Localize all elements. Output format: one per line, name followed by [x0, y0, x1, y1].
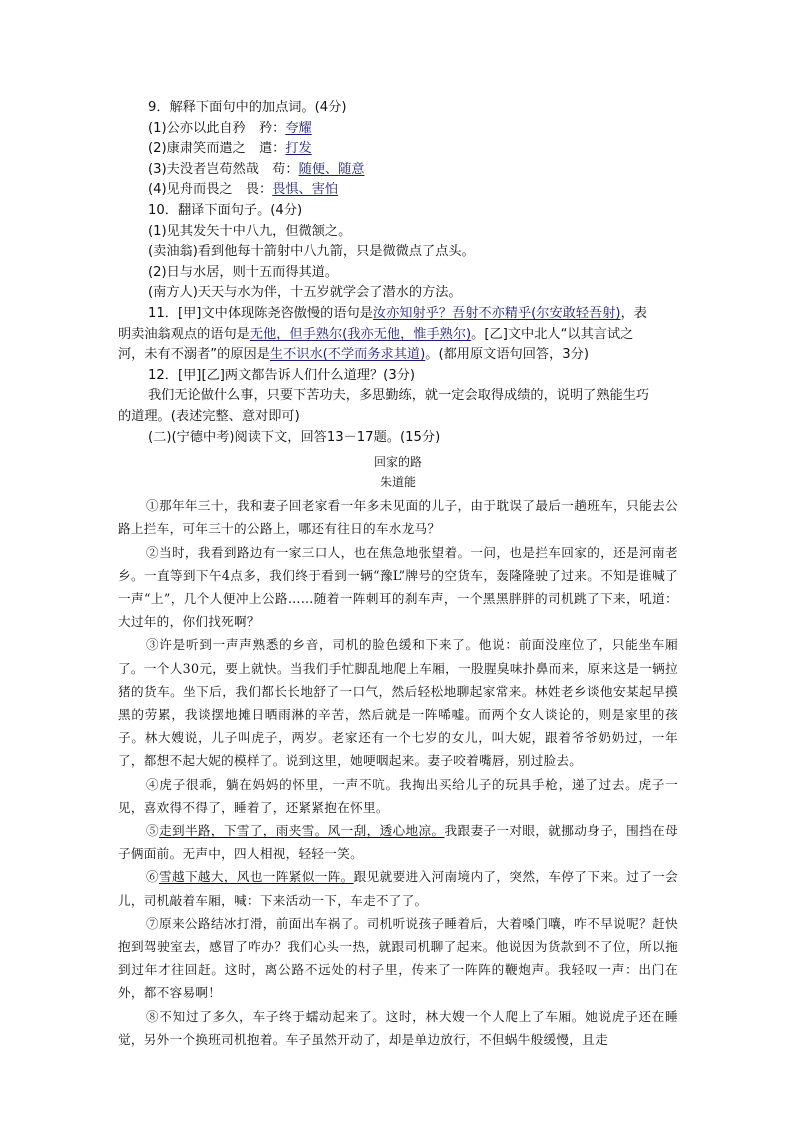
- q10-answer-1: (卖油翁)看到他每十箭射中八九箭，只是微微点了点头。: [148, 244, 475, 260]
- q9-answer-3: 随便、随意: [298, 161, 365, 177]
- article-paragraph-6: ⑥雪越下越大，风也一阵紧似一阵。跟见就要进入河南境内了，突然，车停了下来。过了一会儿，司机敲着车厢，喊：下来活动一下，车走不了了。: [118, 869, 679, 908]
- q9-item-1: (1)公亦以此自矜 矜：夸耀: [148, 120, 312, 136]
- q10-sentence-1: (1)见其发矢十中八九，但微颔之。: [148, 223, 352, 239]
- q11-answer-1: 汝亦知射乎？吾射不亦精乎(尔安敢轻吾射): [372, 305, 621, 321]
- article-paragraph-2: ②当时，我看到路边有一家三口人，也在焦急地张望着。一问，也是拦车回家的，还是河南老乡。一直等到下午4点多，我们终于看到一辆“豫L”牌号的空货车，轰隆隆驶了过来。不知是谁喊了一声“上”，几个人便冲上公路……随着一阵刺耳的刹车声，一个黑黑胖胖的司机跳了下来，吼道：大过年的，你们找死啊？: [118, 544, 678, 630]
- article-paragraph-7: ⑦原来公路结冰打滑，前面出车祸了。司机听说孩子睡着后，大着嗓门嚷，咋不早说呢？赶快抱到驾驶室去，感冒了咋办？我们心头一热，就跟司机聊了起来。他说因为货款到不了位，所以拖到过年才往回赶。这时，离公路不远处的村子里，传来了一阵阵的鞭炮声。我轻叹一声：出门在外，都不容易啊！: [118, 915, 678, 1001]
- document-content: [118, 98, 678, 1051]
- q12-answer-line-2: 的道理。(表述完整、意对即可): [118, 408, 300, 424]
- q10-stem: 10．翻译下面句子。(4分): [148, 202, 303, 218]
- article-title: 回家的路: [373, 455, 422, 470]
- q9-answer-2: 打发: [285, 141, 312, 157]
- article-author: 朱道能: [379, 475, 416, 490]
- article-paragraph-4: ④虎子很乖，躺在妈妈的怀里，一声不吭。我掏出买给儿子的玩具手枪，递了过去。虎子一见，喜欢得不得了，睡着了，还紧紧抱在怀里。: [118, 776, 678, 815]
- q9-item-2: (2)康肃笑而遣之 遣：打发: [148, 141, 312, 157]
- q11-line-1: 11．[甲]文中体现陈尧咨傲慢的语句是汝亦知射乎？吾射不亦精乎(尔安敢轻吾射)，表: [148, 305, 647, 321]
- q10-sentence-2: (2)日与水居，则十五而得其道。: [148, 264, 339, 280]
- article-paragraph-3: ③许是听到一声声熟悉的乡音，司机的脸色缓和下来了。他说：前面没座位了，只能坐车厢了。一个人30元，要上就快。当我们手忙脚乱地爬上车厢，一股腥臭味扑鼻而来，原来这是一辆拉猪的货车。坐下后，我们都长长地舒了一口气，然后轻松地聊起家常来。林姓老乡谈他安某起早摸黑的劳累，我谈摆地摊日晒雨淋的辛苦，然后就是一阵唏嘘。而两个女人谈论的，则是家里的孩子。林大嫂说，儿子叫虎子，两岁。老家还有一个七岁的女儿，叫大妮，跟着爷爷奶奶过，一年了，都想不起大妮的模样了。说到这里，她哽咽起来。妻子咬着嘴唇，别过脸去。: [118, 637, 678, 769]
- q11-line-3: 河，未有不溺者”的原因是生不识水(不学而务求其道)。(都用原文语句回答，3分): [118, 347, 590, 363]
- q12-answer-line-1: 我们无论做什么事，只要下苦功夫，多思勤练，就一定会取得成绩的，说明了熟能生巧: [148, 388, 650, 404]
- q11-answer-3: 生不识水(不学而务求其道): [269, 347, 426, 363]
- q9-stem: 9．解释下面句中的加点词。(4分): [148, 100, 347, 115]
- article-paragraph-8: ⑧不知过了多久，车子终于蠕动起来了。这时，林大嫂一个人爬上了车厢。她说虎子还在睡觉，另外一个换班司机抱着。车子虽然开动了，却是单边放行，不但蜗牛般缓慢，且走: [118, 1008, 678, 1047]
- q11-answer-2: 无他，但手熟尔(我亦无他，惟手熟尔): [249, 326, 472, 342]
- underlined-sentence-5: 走到半路，下雪了，雨夹雪。风一刮，透心地凉。: [158, 822, 445, 838]
- q12-stem: 12．[甲][乙]两文都告诉人们什么道理？(3分): [148, 367, 416, 383]
- article-paragraph-5: ⑤走到半路，下雪了，雨夹雪。风一刮，透心地凉。我跟妻子一对眼，就挪动身子，围挡在母子俩面前。无声中，四人相视，轻轻一笑。: [118, 822, 678, 862]
- section-2-heading: (二)(宁德中考)阅读下文，回答13－17题。(15分): [148, 429, 441, 445]
- article-paragraph-1: ①那年年三十，我和妻子回老家看一年多未见面的儿子，由于耽误了最后一趟班车，只能去公路上拦车，可年三十的公路上，哪还有往日的车水龙马？: [118, 498, 678, 537]
- q9-item-4: (4)见舟而畏之 畏：畏惧、害怕: [148, 182, 339, 198]
- q9-item-3: (3)夫没者岂苟然哉 苟：随便、随意: [148, 161, 365, 177]
- q9-answer-1: 夸耀: [285, 120, 312, 136]
- q9-answer-4: 畏惧、害怕: [272, 182, 339, 198]
- article-body: [118, 494, 678, 1051]
- q10-answer-2: (南方人)天天与水为伴，十五岁就学会了潜水的方法。: [148, 285, 462, 301]
- underlined-sentence-6: 雪越下越大，风也一阵紧似一阵。: [158, 869, 354, 885]
- q11-line-2: 明卖油翁观点的语句是无他，但手熟尔(我亦无他，惟手熟尔)。[乙]文中北人“以其言试之: [118, 326, 634, 342]
